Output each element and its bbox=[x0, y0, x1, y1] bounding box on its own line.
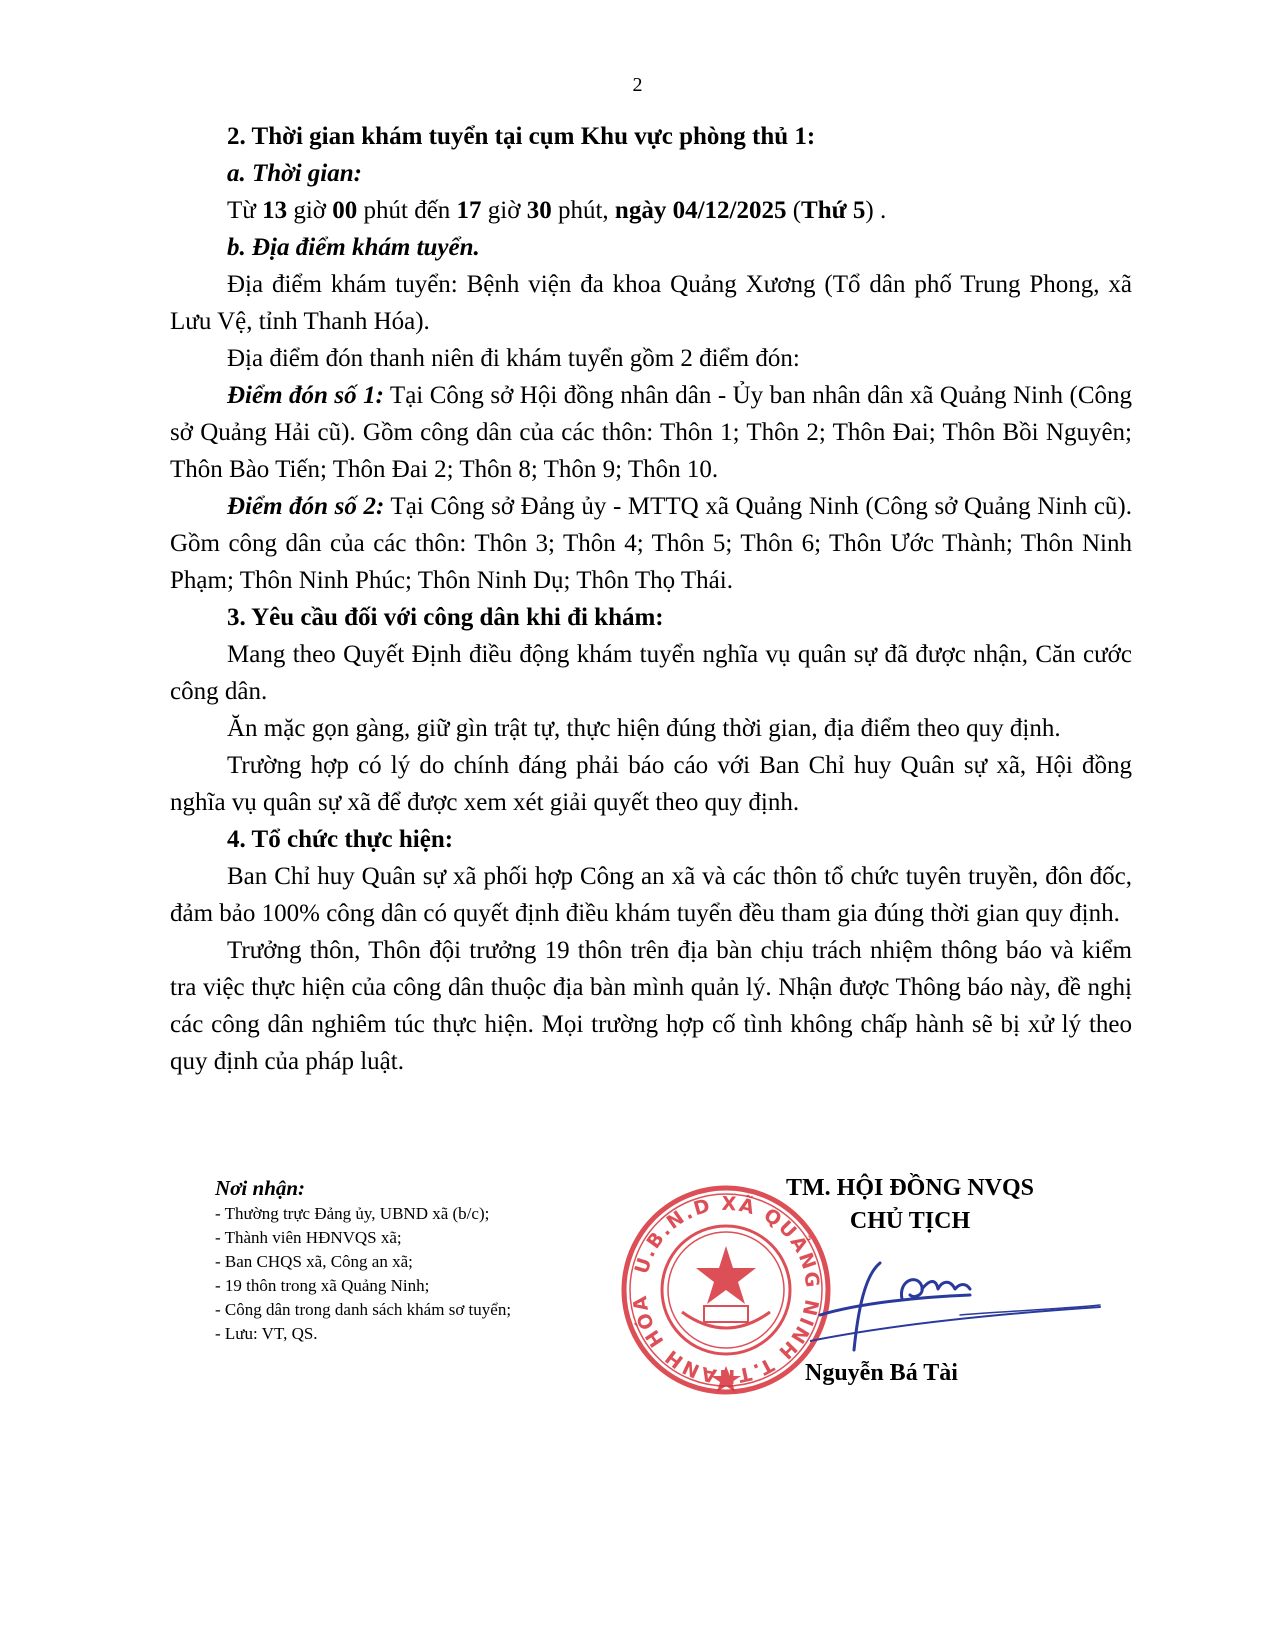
pickup-point-1: Điểm đón số 1: Tại Công sở Hội đồng nhân dân - Ủy ban nhân dân xã Quảng Ninh (Công sở Quảng Hải cũ). Gồm công dân của các thôn: Thôn 1; Thôn 2; Thôn Đai; Thôn Bồi Nguyên; Thôn Bào Tiến; Thôn Đai 2; Thôn 8; Thôn 9; Thôn 10. bbox=[170, 382, 1132, 483]
section-3-heading: 3. Yêu cầu đối với công dân khi đi khám: bbox=[227, 604, 664, 631]
handwritten-signature bbox=[810, 1255, 1110, 1355]
section-3-paragraph-1: Mang theo Quyết Định điều động khám tuyển nghĩa vụ quân sự đã được nhận, Căn cước công dân. bbox=[170, 641, 1132, 705]
document-body bbox=[170, 118, 1132, 1080]
recipient-item: - Thường trực Đảng ủy, UBND xã (b/c); bbox=[215, 1204, 490, 1223]
exam-time: Từ 13 giờ 00 phút đến 17 giờ 30 phút, ngày 04/12/2025 (Thứ 5) . bbox=[227, 197, 887, 224]
official-seal-stamp bbox=[620, 1184, 832, 1396]
signer-name: Nguyễn Bá Tài bbox=[805, 1360, 958, 1386]
signature-title-line-1: TM. HỘI ĐỒNG NVQS bbox=[785, 1175, 1034, 1201]
section-2b-heading: b. Địa điểm khám tuyển. bbox=[227, 234, 480, 261]
section-4-heading: 4. Tổ chức thực hiện: bbox=[227, 826, 454, 853]
recipient-item: - 19 thôn trong xã Quảng Ninh; bbox=[215, 1276, 430, 1295]
recipient-item: - Lưu: VT, QS. bbox=[215, 1324, 318, 1343]
section-4-paragraph-1: Ban Chỉ huy Quân sự xã phối hợp Công an xã và các thôn tổ chức tuyên truyền, đôn đốc, đảm bảo 100% công dân có quyết định điều khám tuyển đều tham gia đúng thời gian quy định. bbox=[170, 863, 1132, 927]
section-4-paragraph-2: Trưởng thôn, Thôn đội trưởng 19 thôn trên địa bàn chịu trách nhiệm thông báo và kiểm tra việc thực hiện của công dân thuộc địa bàn mình quản lý. Nhận được Thông báo này, đề nghị các công dân nghiêm túc thực hiện. Mọi trường hợp cố tình không chấp hành sẽ bị xử lý theo quy định của pháp luật. bbox=[170, 937, 1132, 1075]
recipient-item: - Công dân trong danh sách khám sơ tuyển; bbox=[215, 1300, 512, 1319]
pickup-point-2: Điểm đón số 2: Tại Công sở Đảng ủy - MTTQ xã Quảng Ninh (Công sở Quảng Ninh cũ). Gồm công dân của các thôn: Thôn 3; Thôn 4; Thôn 5; Thôn 6; Thôn Ước Thành; Thôn Ninh Phạm; Thôn Ninh Phúc; Thôn Ninh Dụ; Thôn Thọ Thái. bbox=[170, 493, 1132, 594]
section-2a-heading: a. Thời gian: bbox=[227, 160, 362, 187]
section-3-paragraph-2: Ăn mặc gọn gàng, giữ gìn trật tự, thực hiện đúng thời gian, địa điểm theo quy định. bbox=[227, 715, 1061, 742]
exam-location: Địa điểm khám tuyển: Bệnh viện đa khoa Quảng Xương (Tổ dân phố Trung Phong, xã Lưu Vệ, tỉnh Thanh Hóa). bbox=[170, 271, 1132, 335]
page-number: 2 bbox=[632, 74, 643, 96]
signature-title-line-2: CHỦ TỊCH bbox=[849, 1208, 971, 1234]
recipients-title: Nơi nhận: bbox=[215, 1176, 306, 1200]
recipient-item: - Thành viên HĐNVQS xã; bbox=[215, 1228, 402, 1247]
pickup-intro: Địa điểm đón thanh niên đi khám tuyển gồm 2 điểm đón: bbox=[227, 345, 800, 372]
section-3-paragraph-3: Trường hợp có lý do chính đáng phải báo cáo với Ban Chỉ huy Quân sự xã, Hội đồng nghĩa vụ quân sự xã để được xem xét giải quyết theo quy định. bbox=[170, 752, 1132, 816]
recipients-block bbox=[215, 1174, 635, 1346]
recipient-item: - Ban CHQS xã, Công an xã; bbox=[215, 1252, 413, 1271]
section-2-heading: 2. Thời gian khám tuyển tại cụm Khu vực phòng thủ 1: bbox=[227, 123, 816, 150]
seal-text: U.B.N.D XÃ QUẢNG NINH T.THANH HÓA bbox=[628, 1192, 824, 1388]
